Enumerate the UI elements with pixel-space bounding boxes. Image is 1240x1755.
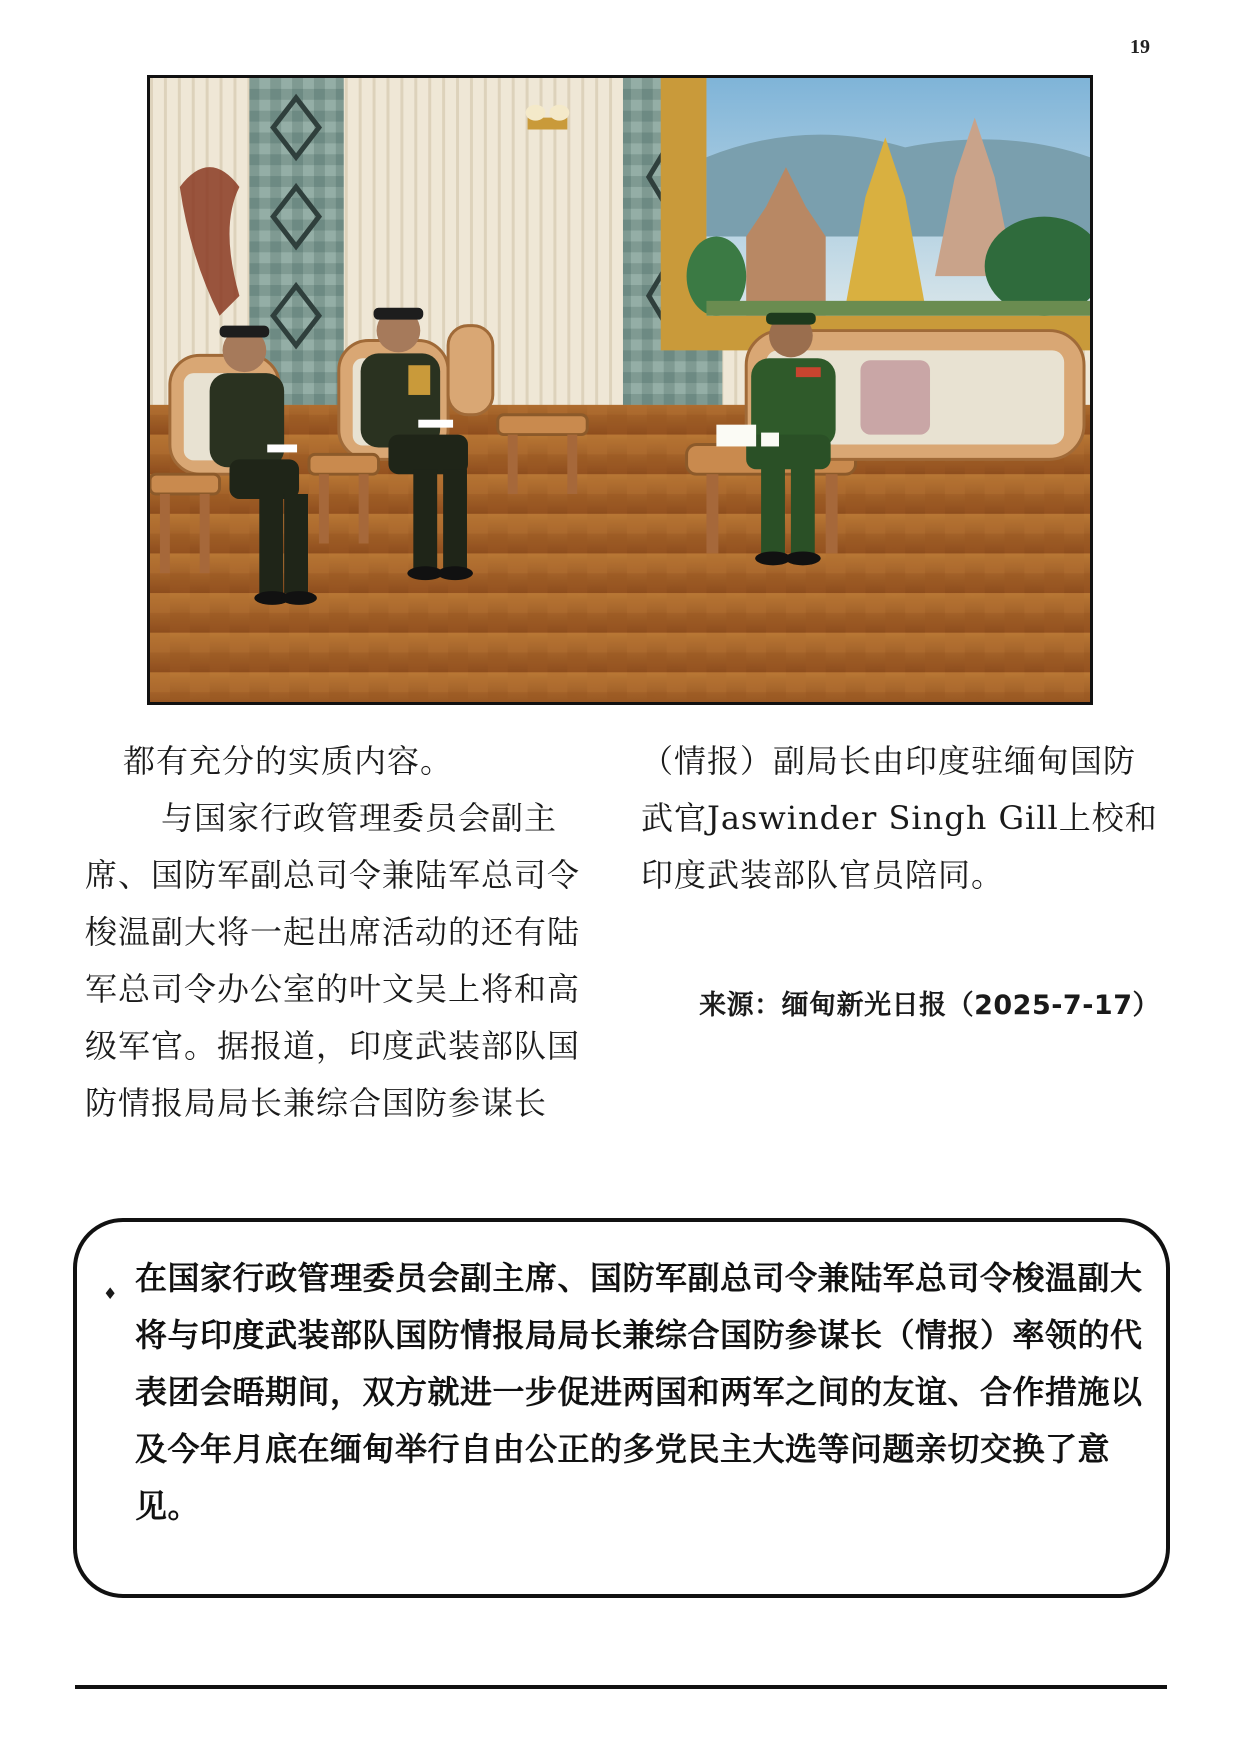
page-number: 19: [1130, 36, 1150, 58]
summary-text: 在国家行政管理委员会副主席、国防军副总司令兼陆军总司令梭温副大将与印度武装部队国防情报局局长兼综合国防参谋长（情报）率领的代表团会晤期间，双方就进一步促进两国和两军之间的友谊、合作措施以及今年月底在缅甸举行自由公正的多党民主大选等问题亲切交换了意见。: [135, 1259, 1143, 1525]
footer-divider: [75, 1685, 1167, 1689]
source-citation: 来源：缅甸新光日报（2025-7-17）: [699, 990, 1160, 1021]
article-paragraph-continued: 都有充分的实质内容。: [123, 742, 454, 780]
diamond-bullet-icon: ♦: [103, 1284, 118, 1303]
summary-box: [73, 1218, 1170, 1598]
article-paragraph: 与国家行政管理委员会副主席、国防军副总司令兼陆军总司令梭温副大将一起出席活动的还有陆军总司令办公室的叶文吴上将和高级军官。据报道，印度武装部队国防情报局局长兼综合国防参谋长: [85, 799, 581, 1122]
meeting-photo-illustration: [150, 78, 1090, 702]
article-paragraph-continued: （情报）副局长由印度驻缅甸国防武官Jaswinder Singh Gill上校和印度武装部队官员陪同。: [641, 742, 1158, 894]
meeting-photo: [147, 75, 1093, 705]
article-left-column: [85, 733, 605, 1132]
article-right-column: [641, 733, 1161, 904]
